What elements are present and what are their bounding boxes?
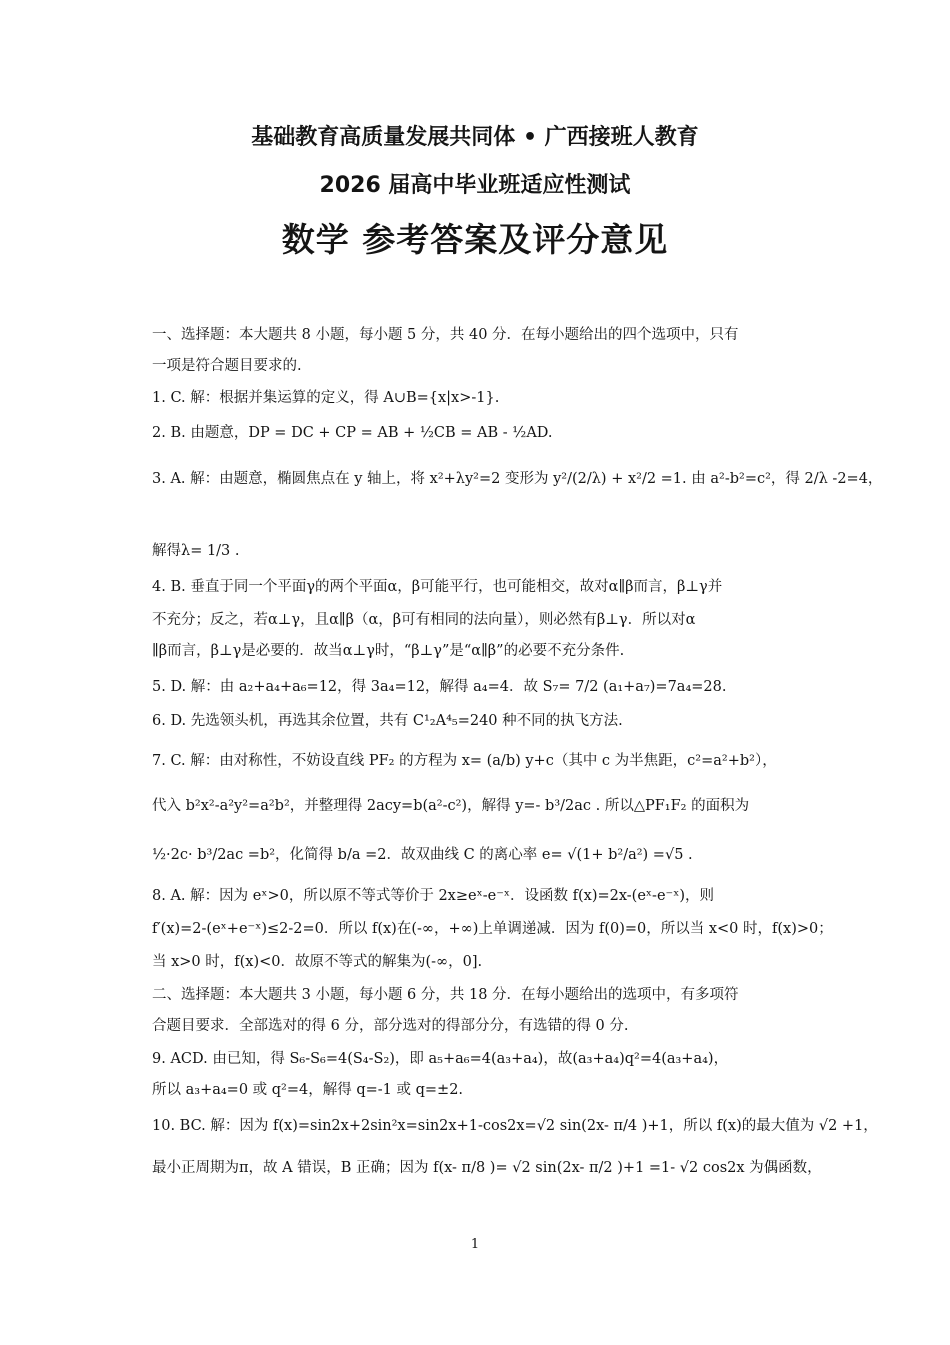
- section-1-intro-cont: 一项是符合题目要求的.: [152, 358, 302, 374]
- answer-9-cont: 所以 a₃+a₄=0 或 q²=4，解得 q=-1 或 q=±2.: [152, 1082, 464, 1098]
- answer-10: 10. BC. 解：因为 f(x)=sin2x+2sin²x=sin2x+1-cos2x=√2 sin(2x- π/4 )+1，所以 f(x)的最大值为 √2 +1，: [152, 1118, 878, 1134]
- answer-3: 3. A. 解：由题意，椭圆焦点在 y 轴上，将 x²+λy²=2 变形为 y²/(2/λ) + x²/2 =1. 由 a²-b²=c²，得 2/λ -2=4，: [152, 471, 883, 487]
- answer-6: 6. D. 先选领头机，再选其余位置，共有 C¹₂A⁴₅=240 种不同的执飞方法.: [152, 713, 623, 729]
- answer-3-cont: 解得λ= 1/3 .: [152, 543, 240, 559]
- answer-4: 4. B. 垂直于同一个平面γ的两个平面α，β可能平行，也可能相交，故对α∥β而言，β⊥γ并: [152, 579, 723, 595]
- section-1-intro: 一、选择题：本大题共 8 小题，每小题 5 分，共 40 分．在每小题给出的四个选项中，只有: [152, 327, 739, 343]
- answer-7-cont2: ½·2c· b³/2ac =b²，化简得 b/a =2．故双曲线 C 的离心率 e= √(1+ b²/a²) =√5 .: [152, 847, 693, 863]
- answer-4-cont1: 不充分；反之，若α⊥γ，且α∥β（α，β可有相同的法向量），则必然有β⊥γ．所以对α: [152, 612, 696, 628]
- answer-8-cont1: f′(x)=2-(eˣ+e⁻ˣ)≤2-2=0．所以 f(x)在(-∞，+∞)上单调递减．因为 f(0)=0，所以当 x<0 时，f(x)>0；: [152, 921, 833, 937]
- doc-title: 数学 参考答案及评分意见: [281, 220, 669, 259]
- section-2-intro-cont: 合题目要求．全部选对的得 6 分，部分选对的得部分分，有选错的得 0 分.: [152, 1018, 629, 1034]
- answer-7: 7. C. 解：由对称性，不妨设直线 PF₂ 的方程为 x= (a/b) y+c（其中 c 为半焦距，c²=a²+b²），: [152, 753, 777, 769]
- answer-8: 8. A. 解：因为 eˣ>0，所以原不等式等价于 2x≥eˣ-e⁻ˣ．设函数 f(x)=2x-(eˣ-e⁻ˣ)，则: [152, 888, 714, 904]
- answer-8-cont2: 当 x>0 时，f(x)<0．故原不等式的解集为(-∞，0].: [152, 954, 483, 970]
- answer-1: 1. C. 解：根据并集运算的定义，得 A∪B={x|x>-1}.: [152, 390, 500, 406]
- answer-5: 5. D. 解：由 a₂+a₄+a₆=12，得 3a₄=12，解得 a₄=4．故 S₇= 7/2 (a₁+a₇)=7a₄=28.: [152, 679, 727, 695]
- page-number: 1: [470, 1237, 480, 1252]
- answer-2: 2. B. 由题意，DP = DC + CP = AB + ½CB = AB - ½AD.: [152, 425, 553, 441]
- answer-7-cont1: 代入 b²x²-a²y²=a²b²，并整理得 2acy=b(a²-c²)，解得 y=- b³/2ac . 所以△PF₁F₂ 的面积为: [152, 798, 750, 814]
- answer-10-cont: 最小正周期为π，故 A 错误，B 正确；因为 f(x- π/8 )= √2 sin(2x- π/2 )+1 =1- √2 cos2x 为偶函数，: [152, 1160, 822, 1176]
- answer-9: 9. ACD. 由已知，得 S₆-S₆=4(S₄-S₂)，即 a₅+a₆=4(a₃+a₄)，故(a₃+a₄)q²=4(a₃+a₄)，: [152, 1051, 729, 1067]
- section-2-intro: 二、选择题：本大题共 3 小题，每小题 6 分，共 18 分．在每小题给出的选项中，有多项符: [152, 987, 739, 1003]
- org-title: 基础教育高质量发展共同体 • 广西接班人教育: [251, 125, 699, 150]
- answer-4-cont2: ∥β而言，β⊥γ是必要的．故当α⊥γ时，“β⊥γ”是“α∥β”的必要不充分条件.: [152, 643, 625, 659]
- exam-title: 2026 届高中毕业班适应性测试: [319, 173, 631, 198]
